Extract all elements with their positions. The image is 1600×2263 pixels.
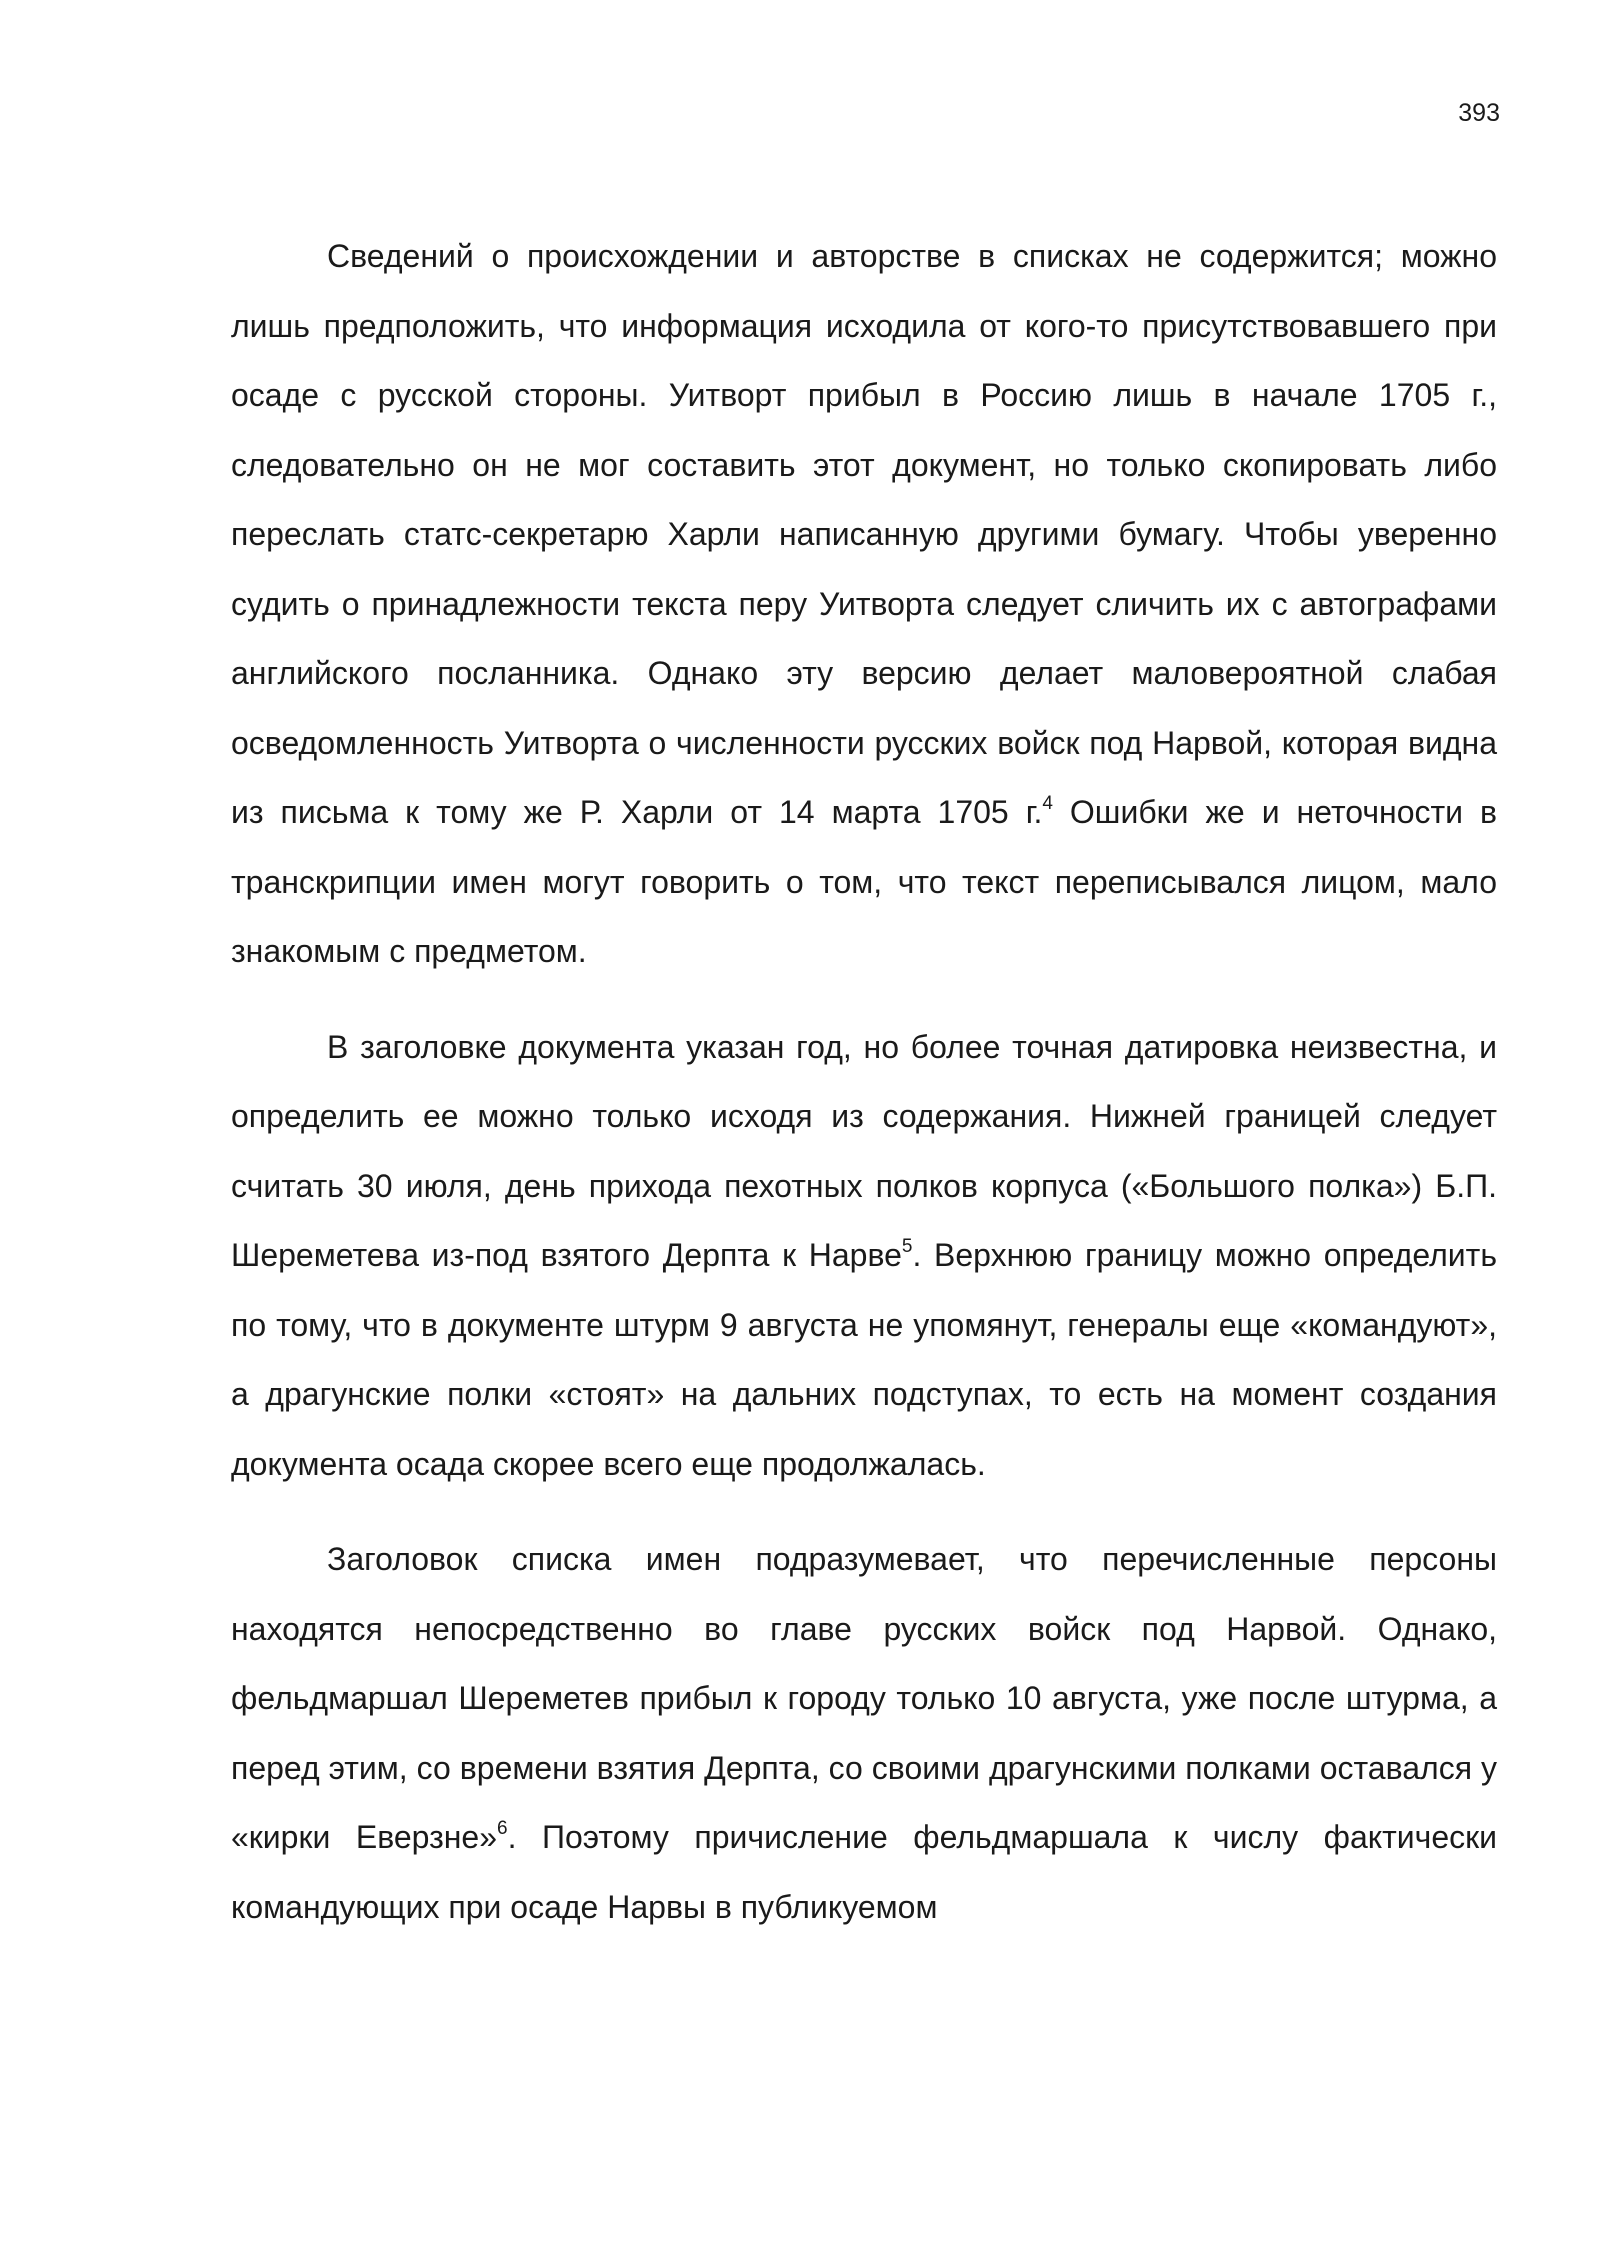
footnote-ref-6: 6 xyxy=(497,1818,508,1840)
paragraph-2-text-b: . Верхнюю границу можно определить по тому, что в документе штурм 9 августа не упомянут, генералы еще «командуют», а драгунские полки «стоят» на дальних подступах, то есть на момент создания документа осада скорее всего еще продолжалась. xyxy=(231,1237,1498,1482)
paragraph-3 xyxy=(231,1525,1497,1942)
paragraph-3-text-b: . Поэтому причисление фельдмаршала к числу фактически командующих при осаде Нарвы в публикуемом xyxy=(231,1819,1497,1925)
page-number: 393 xyxy=(1458,99,1500,127)
paragraph-1 xyxy=(231,222,1497,987)
paragraph-1-text-b: Ошибки же и неточности в транскрипции имен могут говорить о том, что текст переписывался лицом, мало знакомым с предметом. xyxy=(231,794,1498,969)
paragraph-2-text-a: В заголовке документа указан год, но более точная датировка неизвестна, и определить ее можно только исходя из содержания. Нижней границей следует считать 30 июля, день прихода пехотных полков корпуса («Большого полка») Б.П. Шереметева из-под взятого Дерпта к Нарве xyxy=(231,1028,1497,1273)
document-body xyxy=(231,222,1497,1968)
footnote-ref-4: 4 xyxy=(1042,793,1053,815)
paragraph-3-text-a: Заголовок списка имен подразумевает, что перечисленные персоны находятся непосредственно во главе русских войск под Нарвой. Однако, фельдмаршал Шереметев прибыл к городу только 10 августа, уже после штурма, а перед этим, со времени взятия Дерпта, со своими драгунскими полками оставался у «кирки Еверзне» xyxy=(231,1541,1497,1855)
paragraph-1-text-a: Сведений о происхождении и авторстве в списках не содержится; можно лишь предположить, что информация исходила от кого-то присутствовавшего при осаде с русской стороны. Уитворт прибыл в Россию лишь в начале 1705 г., следовательно он не мог составить этот документ, но только скопировать либо переслать статс-секретарю Харли написанную другими бумагу. Чтобы уверенно судить о принадлежности текста перу Уитворта следует сличить их с автографами английского посланника. Однако эту версию делает маловероятной слабая осведомленность Уитворта о численности русских войск под Нарвой, которая видна из письма к тому же Р. Харли от 14 марта 1705 г. xyxy=(231,238,1497,830)
footnote-ref-5: 5 xyxy=(901,1236,913,1258)
paragraph-2 xyxy=(231,1013,1497,1500)
